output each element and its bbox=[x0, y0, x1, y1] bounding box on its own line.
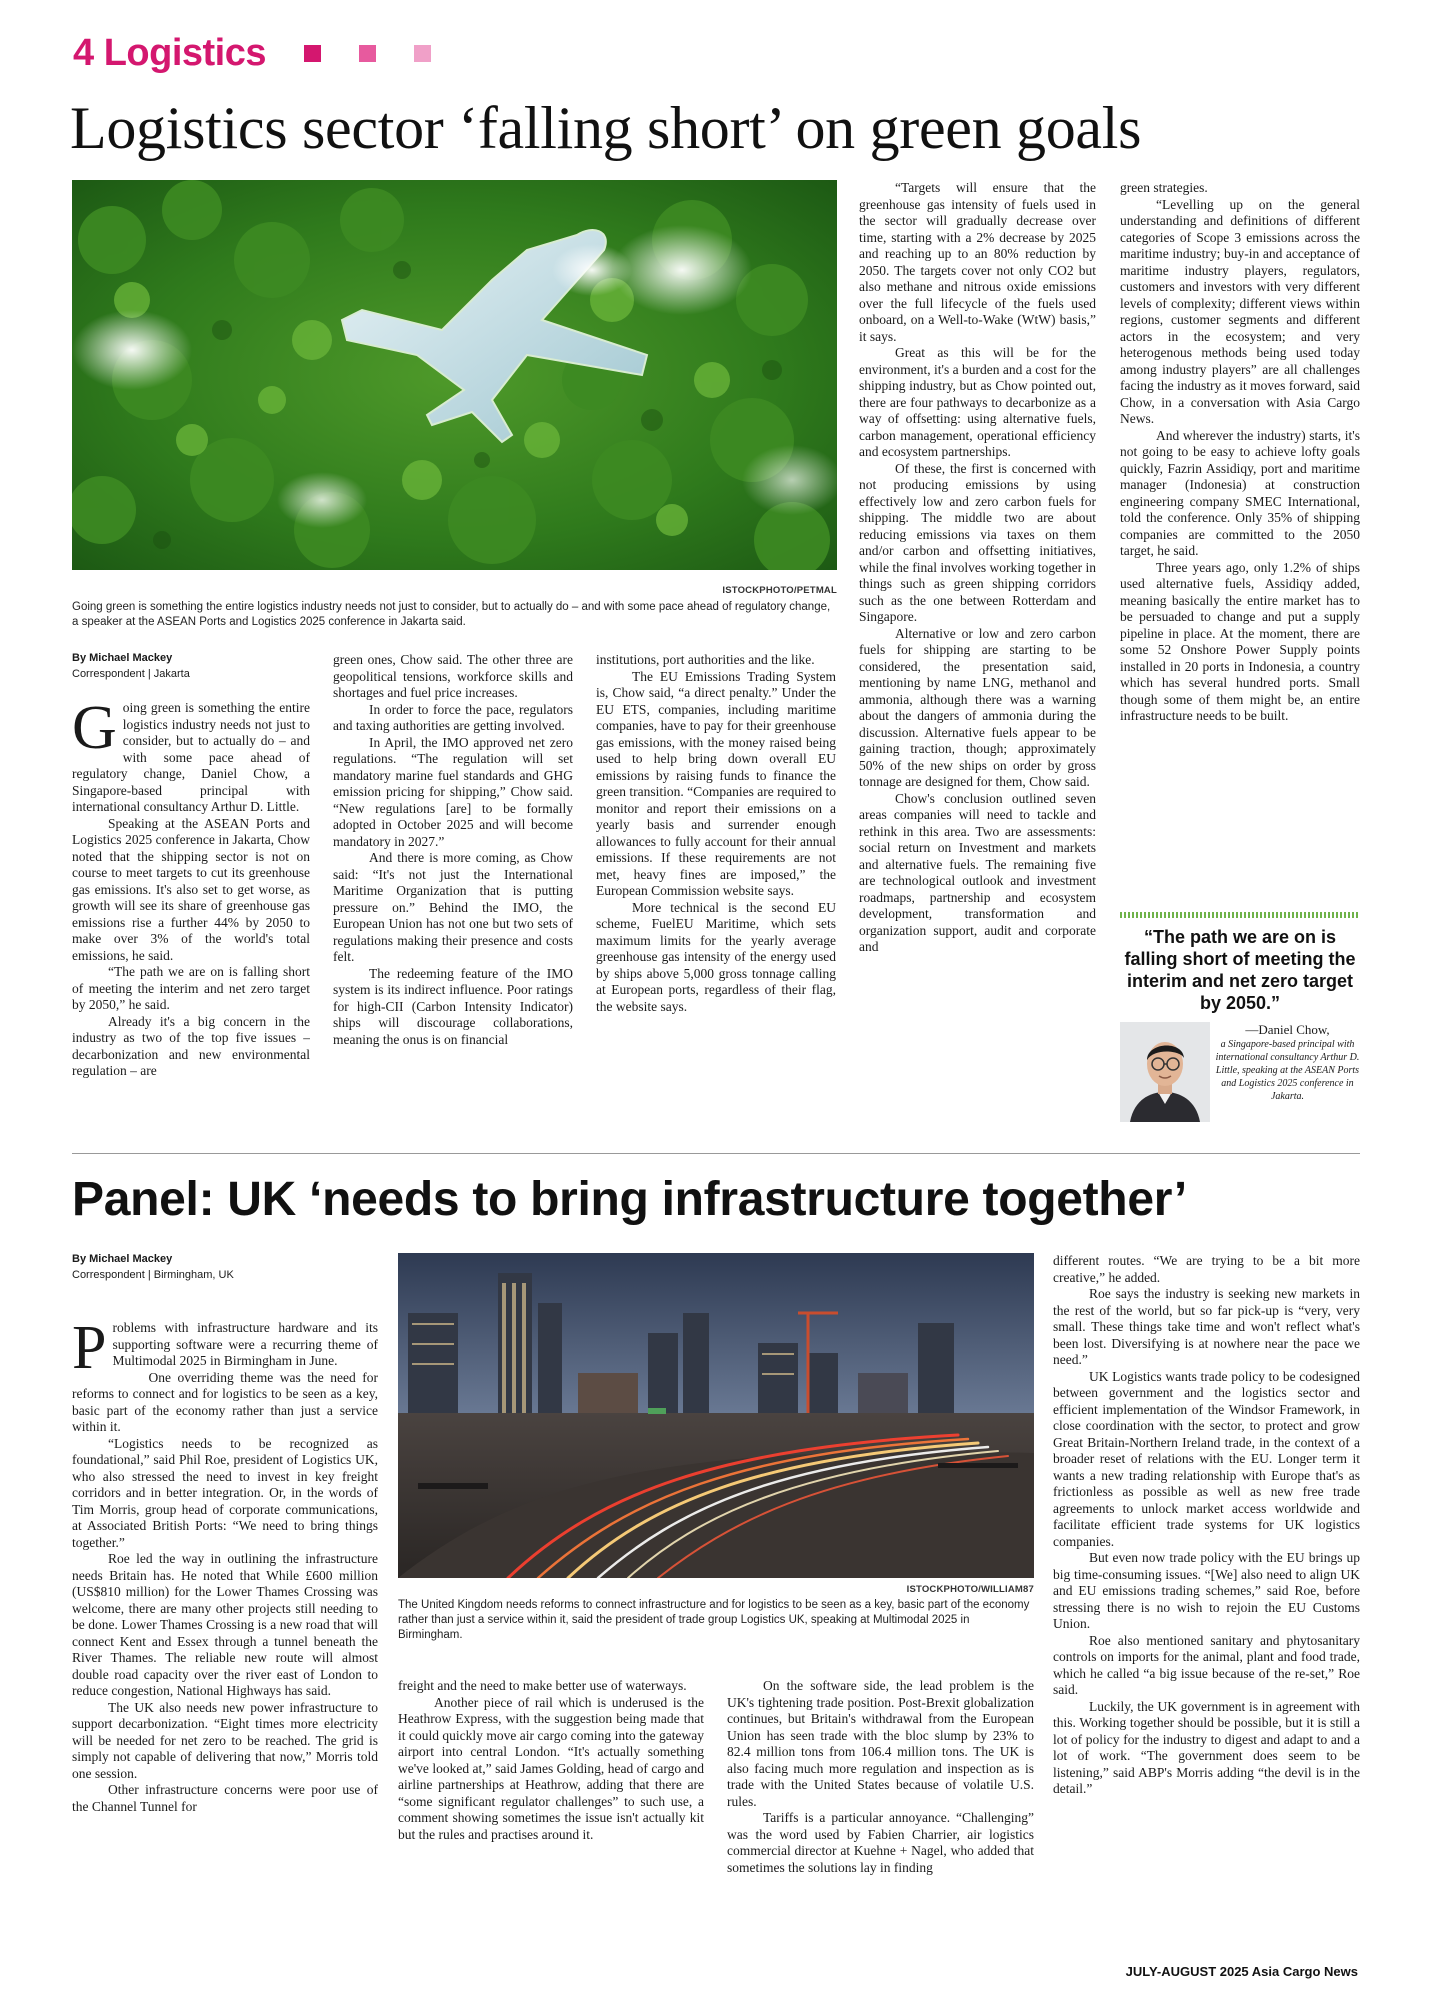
article1-col4-para-1: “Targets will ensure that the greenhouse gas intensity of fuels used in the sector will gradually decrease over time, starting with a 2% decrease by 2025 and reaching up to an 80% reduction by 2050. The targets cover not only CO2 but also methane and nitrous oxide emissions over the full lifecycle of the fuels used onboard, on a Well-to-Wake (WtW) basis,” it says. bbox=[859, 180, 1096, 344]
article1-column-5 bbox=[1120, 180, 1360, 890]
article1-col1-para-2: Speaking at the ASEAN Ports and Logistics 2025 conference in Jakarta, Chow noted that the shipping sector is not on course to meet targets to cut its greenhouse gas emissions. It's also set to get worse, as growth will see its share of greenhouse gas emissions rise a further 44% by 2050 to make over 3% of the world's total emissions, he said. bbox=[72, 815, 310, 963]
article2-headline: Panel: UK ‘needs to bring infrastructure together’ bbox=[72, 1173, 1187, 1226]
byline-role: Correspondent | Jakarta bbox=[72, 668, 190, 680]
section-square-1 bbox=[304, 45, 321, 62]
article1-headline: Logistics sector ‘falling short’ on green goals bbox=[70, 95, 1142, 161]
page-footer: JULY-AUGUST 2025 Asia Cargo News bbox=[1125, 1964, 1358, 1979]
article2-col2-para-2: Another piece of rail which is underused is the Heathrow Express, with the suggestion being made that it could quickly move air cargo coming into the gateway airport into central London. “It's actually something we've looked at,” said James Golding, head of cargo and airline partnerships at Heathrow, adding that there are “some significant regulator challenges” to such use, a comment showing sometimes the issue isn't actually kit but the rules and practises around it. bbox=[398, 1694, 704, 1842]
article2-col1-para-1: Problems with infrastructure hardware and its supporting software were a recurring theme of Multimodal 2025 in Birmingham in June. bbox=[72, 1320, 378, 1382]
article2-col1-para-6: Other infrastructure concerns were poor use of the Channel Tunnel for bbox=[72, 1782, 378, 1814]
article1-col4-para-4: Alternative or low and zero carbon fuels for shipping are starting to be considered, the presentation said, mentioning by name LNG, methanol and ammonia, although there was a warning about the dangers of ammonia during the discussion. Alternative fuels appear to be gaining traction, though; approximately 50% of the new ships on order by gross tonnage are designed for them, Chow said. bbox=[859, 625, 1096, 789]
section-square-3 bbox=[414, 45, 431, 62]
article2-byline bbox=[72, 1253, 382, 1281]
article1-col1-para-3: “The path we are on is falling short of meeting the interim and net zero target by 2050,” he said. bbox=[72, 964, 310, 1012]
article1-column-1 bbox=[72, 700, 310, 1138]
article2-col3-para-2: Tariffs is a particular annoyance. “Challenging” was the word used by Fabien Charrier, air logistics commercial director at Kuehne + Nagel, who added that sometimes the solutions lay in finding bbox=[727, 1810, 1034, 1875]
article2-col4-para-1: different routes. “We are trying to be a bit more creative,” he added. bbox=[1053, 1253, 1360, 1285]
photo1-credit: ISTOCKPHOTO/PETMAL bbox=[722, 585, 837, 596]
drop-cap: G bbox=[72, 700, 117, 762]
article2-col1-para-5: The UK also needs new power infrastructure to support decarbonization. “Eight times more electricity will be needed for net zero to be reached. The grid is simply not capable of delivering that now,” Morris told one session. bbox=[72, 1699, 378, 1781]
article2-col4-para-2: Roe says the industry is seeking new markets in the rest of the world, but so far pick-up is “very, very small. These things take time and won't reflect what's been lost. Diversifying is at nowhere near the pace we need.” bbox=[1053, 1286, 1360, 1367]
article2-col2-para-1: freight and the need to make better use of waterways. bbox=[398, 1678, 687, 1693]
forest-airplane-photo bbox=[72, 180, 837, 570]
article1-col2-para-3: In April, the IMO approved net zero regulations. “The regulation will set mandatory marine fuel standards and GHG emission pricing for shipping,” Chow said. “New regulations [are] to be formally adopted in October 2025 and will become mandatory in 2027.” bbox=[333, 734, 573, 849]
pull-quote-attribution bbox=[1215, 1022, 1360, 1103]
article1-col5-para-3: And wherever the industry) starts, it's not going to be easy to achieve lofty goals quickly, Fazrin Assidiqy, port and maritime manager (Indonesia) at construction engineering company SMEC International, told the conference. Only 35% of shipping companies are committed to the 2050 target, he said. bbox=[1120, 427, 1360, 558]
article1-col4-para-2: Great as this will be for the environment, it's a burden and a cost for the shipping industry, but as Chow pointed out, there are four pathways to decarbonize as a way of offsetting: using alternative fuels, carbon management, operational efficiency and ecosystem partnerships. bbox=[859, 345, 1096, 459]
portrait-illustration bbox=[1120, 1022, 1210, 1122]
article1-col3-para-3: More technical is the second EU scheme, FuelEU Maritime, which sets maximum limits for the yearly average greenhouse gas intensity of the energy used by ships above 5,000 gross tonnage calling at European ports, regardless of their flag, the website says. bbox=[596, 899, 836, 1014]
article2-column-1 bbox=[72, 1320, 378, 1910]
photo1-caption: Going green is something the entire logistics industry needs not just to consider, but to actually do – and with some pace ahead of regulatory change, a speaker at the ASEAN Ports and Logistics 2025 conference in Jakarta said. bbox=[72, 601, 831, 628]
article2-column-2 bbox=[398, 1678, 704, 1910]
article-divider bbox=[72, 1153, 1360, 1154]
forest-airplane-illustration bbox=[72, 180, 837, 570]
article1-col2-para-1: green ones, Chow said. The other three are geopolitical tensions, workforce skills and shortages and fuel price increases. bbox=[333, 652, 573, 700]
photo2-caption: The United Kingdom needs reforms to connect infrastructure and for logistics to be seen as a key, basic part of the economy rather than just a service within it, said the president of trade group Logistics UK, speaking at Multimodal 2025 in Birmingham. bbox=[398, 1599, 1030, 1641]
article1-col4-para-3: Of these, the first is concerned with not producing emissions by using effectively low and zero carbon fuels for shipping. The middle two are about reducing emissions via taxes on them and/or carbon and offsetting initiatives, while the final involves working together in things such as green shipping corridors such as the one between Rotterdam and Singapore. bbox=[859, 460, 1096, 624]
section-tag bbox=[73, 28, 431, 78]
byline-role: Correspondent | Birmingham, UK bbox=[72, 1269, 234, 1281]
article1-col5-para-1: green strategies. bbox=[1120, 180, 1208, 195]
article2-column-4 bbox=[1053, 1253, 1360, 1910]
article1-col2-para-4: And there is more coming, as Chow said: “It's not just the International Maritime Organization that is putting pressure on.” Behind the IMO, the European Union has not one but two sets of regulations making their presence and costs felt. bbox=[333, 850, 573, 964]
article1-col5-para-2: “Levelling up on the general understanding and definitions of different categories of Scope 3 emissions across the maritime industry; buy-in and acceptance of maritime industry players, regulators, customers and investors with very different levels of complexity; different views within regions, customer segments and different actors in the ecosystem; and very heterogenous methods being used today among industry players” are all challenges facing the industry as it moves forward, said Chow, in a conversation with Asia Cargo News. bbox=[1120, 196, 1360, 426]
article1-col2-para-5: The redeeming feature of the IMO system is its indirect influence. Poor ratings for high-CII (Carbon Intensity Indicator) ships will discourage collaborations, meaning the onus is on financial bbox=[333, 965, 573, 1047]
article2-col4-para-5: Roe also mentioned sanitary and phytosanitary controls on imports for the animal, plant and food trade, which he called “a big issue because of the re-set,” Roe said. bbox=[1053, 1632, 1360, 1697]
drop-cap: P bbox=[72, 1320, 107, 1382]
article1-col3-para-1: institutions, port authorities and the like. bbox=[596, 652, 815, 667]
section-square-2 bbox=[359, 45, 376, 62]
article1-col4-para-5: Chow's conclusion outlined seven areas companies will need to tackle and rethink in this area. Two are assessments: social return on Investment and markets and alternative fuels. The remaining five are technological outlook and investment roadmaps, partnership and ecosystem development, transformation and organization support, audit and corporate and bbox=[859, 790, 1096, 954]
article2-column-3 bbox=[727, 1678, 1034, 1910]
pull-quote: “The path we are on is falling short of meeting the interim and net zero target by 2050.” bbox=[1124, 927, 1356, 1013]
city-light-trails-illustration bbox=[398, 1253, 1034, 1578]
article2-col4-para-4: But even now trade policy with the EU brings up big time-consuming issues. “[We] also need to align UK and EU emissions trading schemes,” said Roe, before stressing there is no wish to rejoin the EU Customs Union. bbox=[1053, 1550, 1360, 1631]
byline-name: By Michael Mackey bbox=[72, 652, 173, 664]
article1-column-2 bbox=[333, 652, 573, 1138]
article1-col3-para-2: The EU Emissions Trading System is, Chow said, “a direct penalty.” Under the EU ETS, companies, including maritime companies, have to pay for their greenhouse gas emissions, with the money raised being used to help bring down overall EU emissions by raising funds to finance the green transition. “Companies are required to monitor and report their emissions on a yearly basis and surrender enough allowances to fully account for their annual emissions. If these requirements are not met, heavy fines are imposed,” the European Commission website says. bbox=[596, 668, 836, 898]
article2-col1-para-4: Roe led the way in outlining the infrastructure needs Britain has. He noted that While £600 million (US$810 million) for the Lower Thames Crossing was welcome, there are many other projects still needing to be done. Lower Thames Crossing is a new road that will connect Kent and Essex through a tunnel beneath the River Thames. The reliable new route will almost double road capacity over the river east of London to reduce congestion, National Highways has said. bbox=[72, 1551, 378, 1698]
article1-col1-para-1: Going green is something the entire logistics industry needs not just to consider, but to actually do – and with some pace ahead of regulatory change, Daniel Chow, a Singapore-based principal with international consultancy Arthur D. Little. bbox=[72, 700, 310, 814]
article2-col3-para-1: On the software side, the lead problem is the UK's tightening trade position. Post-Brexit globalization continues, but Britain's withdrawal from the European Union has seen trade with the bloc slump by 23% to 82.4 million tons from 106.4 million tons. The UK is also facing much more regulation and inspection as is trade with the United States because of volatile U.S. rules. bbox=[727, 1678, 1034, 1809]
attribution-detail: a Singapore-based principal with international consultancy Arthur D. Little, speaking at the ASEAN Ports and Logistics 2025 conference in Jakarta. bbox=[1215, 1039, 1360, 1102]
article2-col1-para-3: “Logistics needs to be recognized as foundational,” said Phil Roe, president of Logistics UK, who also stressed the need to invest in key freight corridors and in better integration. Or, in the words of Tim Morris, group head of corporate communications, at Associated British Ports: “We need to bring things together.” bbox=[72, 1435, 378, 1550]
article2-col4-para-6: Luckily, the UK government is in agreement with this. Working together should be possible, but it is still a lot of policy for the industry to digest and adapt to and a lot of work. “The government does seem to be listening,” said ABP's Morris adding “the devil is in the detail.” bbox=[1053, 1698, 1360, 1796]
article2-col4-para-3: UK Logistics wants trade policy to be codesigned between government and the logistics sector and efficient implementation of the Windsor Framework, in close coordination with the sector, to protect and grow Great Britain-Northern Ireland trade, in the context of a broader reset of relations with the EU. Longer term it wants a new trading relationship with Europe that's as frictionless as possible as well as new free trade agreements to unlock market access worldwide and facilitate efficient trade systems for UK logistics companies. bbox=[1053, 1368, 1360, 1549]
photo2-credit: ISTOCKPHOTO/WILLIAM87 bbox=[906, 1584, 1034, 1595]
attribution-name: —Daniel Chow, bbox=[1245, 1022, 1330, 1037]
byline-name: By Michael Mackey bbox=[72, 1253, 173, 1265]
article2-col1-para-2: One overriding theme was the need for reforms to connect and for logistics to be seen as a key, basic part of the economy rather than just a service within it. bbox=[72, 1369, 378, 1434]
article1-col1-para-4: Already it's a big concern in the industry as two of the top five issues – decarbonization and new environmental regulation – are bbox=[72, 1013, 310, 1078]
article1-col5-para-4: Three years ago, only 1.2% of ships used alternative fuels, Assidiqy added, meaning basically the entire market has to be persuaded to change and put a supply pipeline in place. At the moment, there are some 52 Onshore Power Supply points installed in 20 ports in Indonesia, a country which has several hundred ports. Small though some of them might be, an entire infrastructure needs to be built. bbox=[1120, 559, 1360, 723]
article1-column-4 bbox=[859, 180, 1096, 1138]
article1-column-3 bbox=[596, 652, 836, 1138]
london-city-photo bbox=[398, 1253, 1034, 1578]
article1-byline bbox=[72, 652, 322, 680]
pull-quote-divider bbox=[1120, 912, 1360, 918]
section-label: 4 Logistics bbox=[73, 31, 266, 74]
daniel-chow-portrait bbox=[1120, 1022, 1210, 1122]
article1-col2-para-2: In order to force the pace, regulators and taxing authorities are getting involved. bbox=[333, 701, 573, 733]
